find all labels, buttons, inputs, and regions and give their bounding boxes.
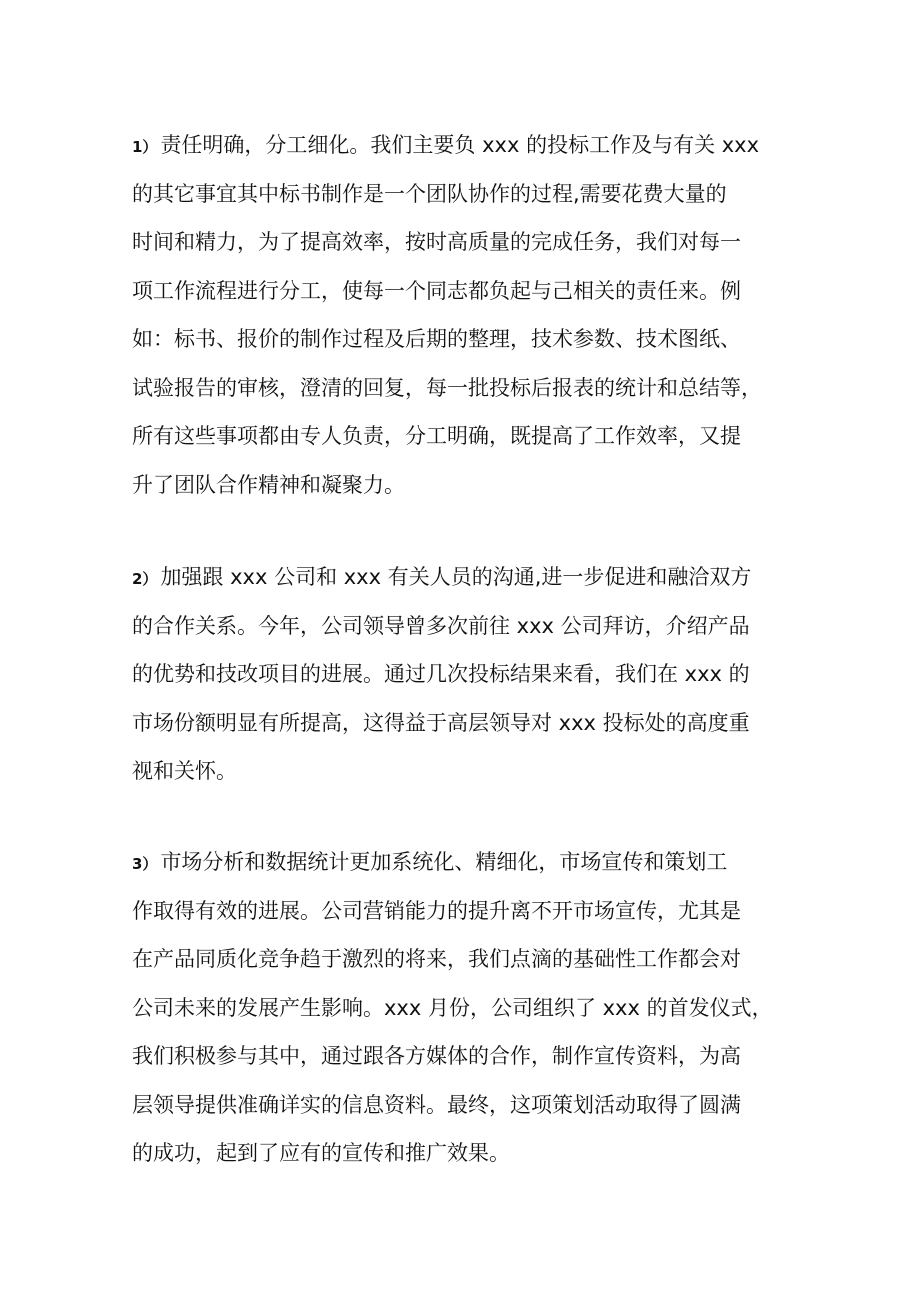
- paragraph-line: 所有这些事项都由专人负责，分工明确，既提高了工作效率，又提: [132, 424, 741, 448]
- paragraph-text: 加强跟 xxx 公司和 xxx 有关人员的沟通,进一步促进和融洽双方: [160, 565, 752, 589]
- paragraph-line: 如：标书、报价的制作过程及后期的整理，技术参数、技术图纸、: [132, 327, 741, 351]
- paragraph-line: 升了团队合作精神和凝聚力。: [132, 472, 405, 497]
- paragraph-line: 的成功，起到了应有的宣传和推广效果。: [132, 1141, 510, 1165]
- paragraph-line: 试验报告的审核，澄清的回复，每一批投标后报表的统计和总结等，: [132, 375, 762, 400]
- paragraph-line: 时间和精力，为了提高效率，按时高质量的完成任务，我们对每一: [132, 230, 741, 254]
- paragraph-line: 项工作流程进行分工，使每一个同志都负起与己相关的责任来。例: [132, 278, 741, 303]
- paragraph-line: 的其它事宜其中标书制作是一个团队协作的过程,需要花费大量的: [132, 181, 727, 206]
- paragraph-1: [132, 121, 812, 509]
- paragraph-line: [132, 121, 812, 170]
- paragraph-line: 层领导提供准确详实的信息资料。最终，这项策划活动取得了圆满: [132, 1092, 741, 1117]
- paragraph-line: [132, 838, 812, 887]
- paragraph-line: 作取得有效的进展。公司营销能力的提升离不开市场宣传，尤其是: [132, 898, 741, 923]
- paragraph-number: 3）: [132, 855, 158, 873]
- paragraph-line: 视和关怀。: [132, 759, 237, 783]
- paragraph-number: 1）: [132, 138, 158, 156]
- paragraph-line: 市场份额明显有所提高，这得益于高层领导对 xxx 投标处的高度重: [132, 710, 750, 735]
- paragraph-3: [132, 838, 812, 1178]
- paragraph-line: 公司未来的发展产生影响。xxx 月份，公司组织了 xxx 的首发仪式，: [132, 995, 773, 1020]
- paragraph-line: 的合作关系。今年，公司领导曾多次前往 xxx 公司拜访，介绍产品: [132, 613, 750, 638]
- paragraph-line: 的优势和技改项目的进展。通过几次投标结果来看，我们在 xxx 的: [132, 662, 750, 686]
- paragraph-2: [132, 553, 812, 796]
- paragraph-line: 在产品同质化竞争趋于激烈的将来，我们点滴的基础性工作都会对: [132, 947, 741, 971]
- paragraph-number: 2）: [132, 570, 158, 588]
- paragraph-line: 我们积极参与其中，通过跟各方媒体的合作，制作宣传资料，为高: [132, 1044, 741, 1068]
- paragraph-text: 责任明确，分工细化。我们主要负 xxx 的投标工作及与有关 xxx: [160, 133, 760, 157]
- paragraph-text: 市场分析和数据统计更加系统化、精细化，市场宣传和策划工: [160, 850, 728, 874]
- paragraph-line: [132, 553, 812, 602]
